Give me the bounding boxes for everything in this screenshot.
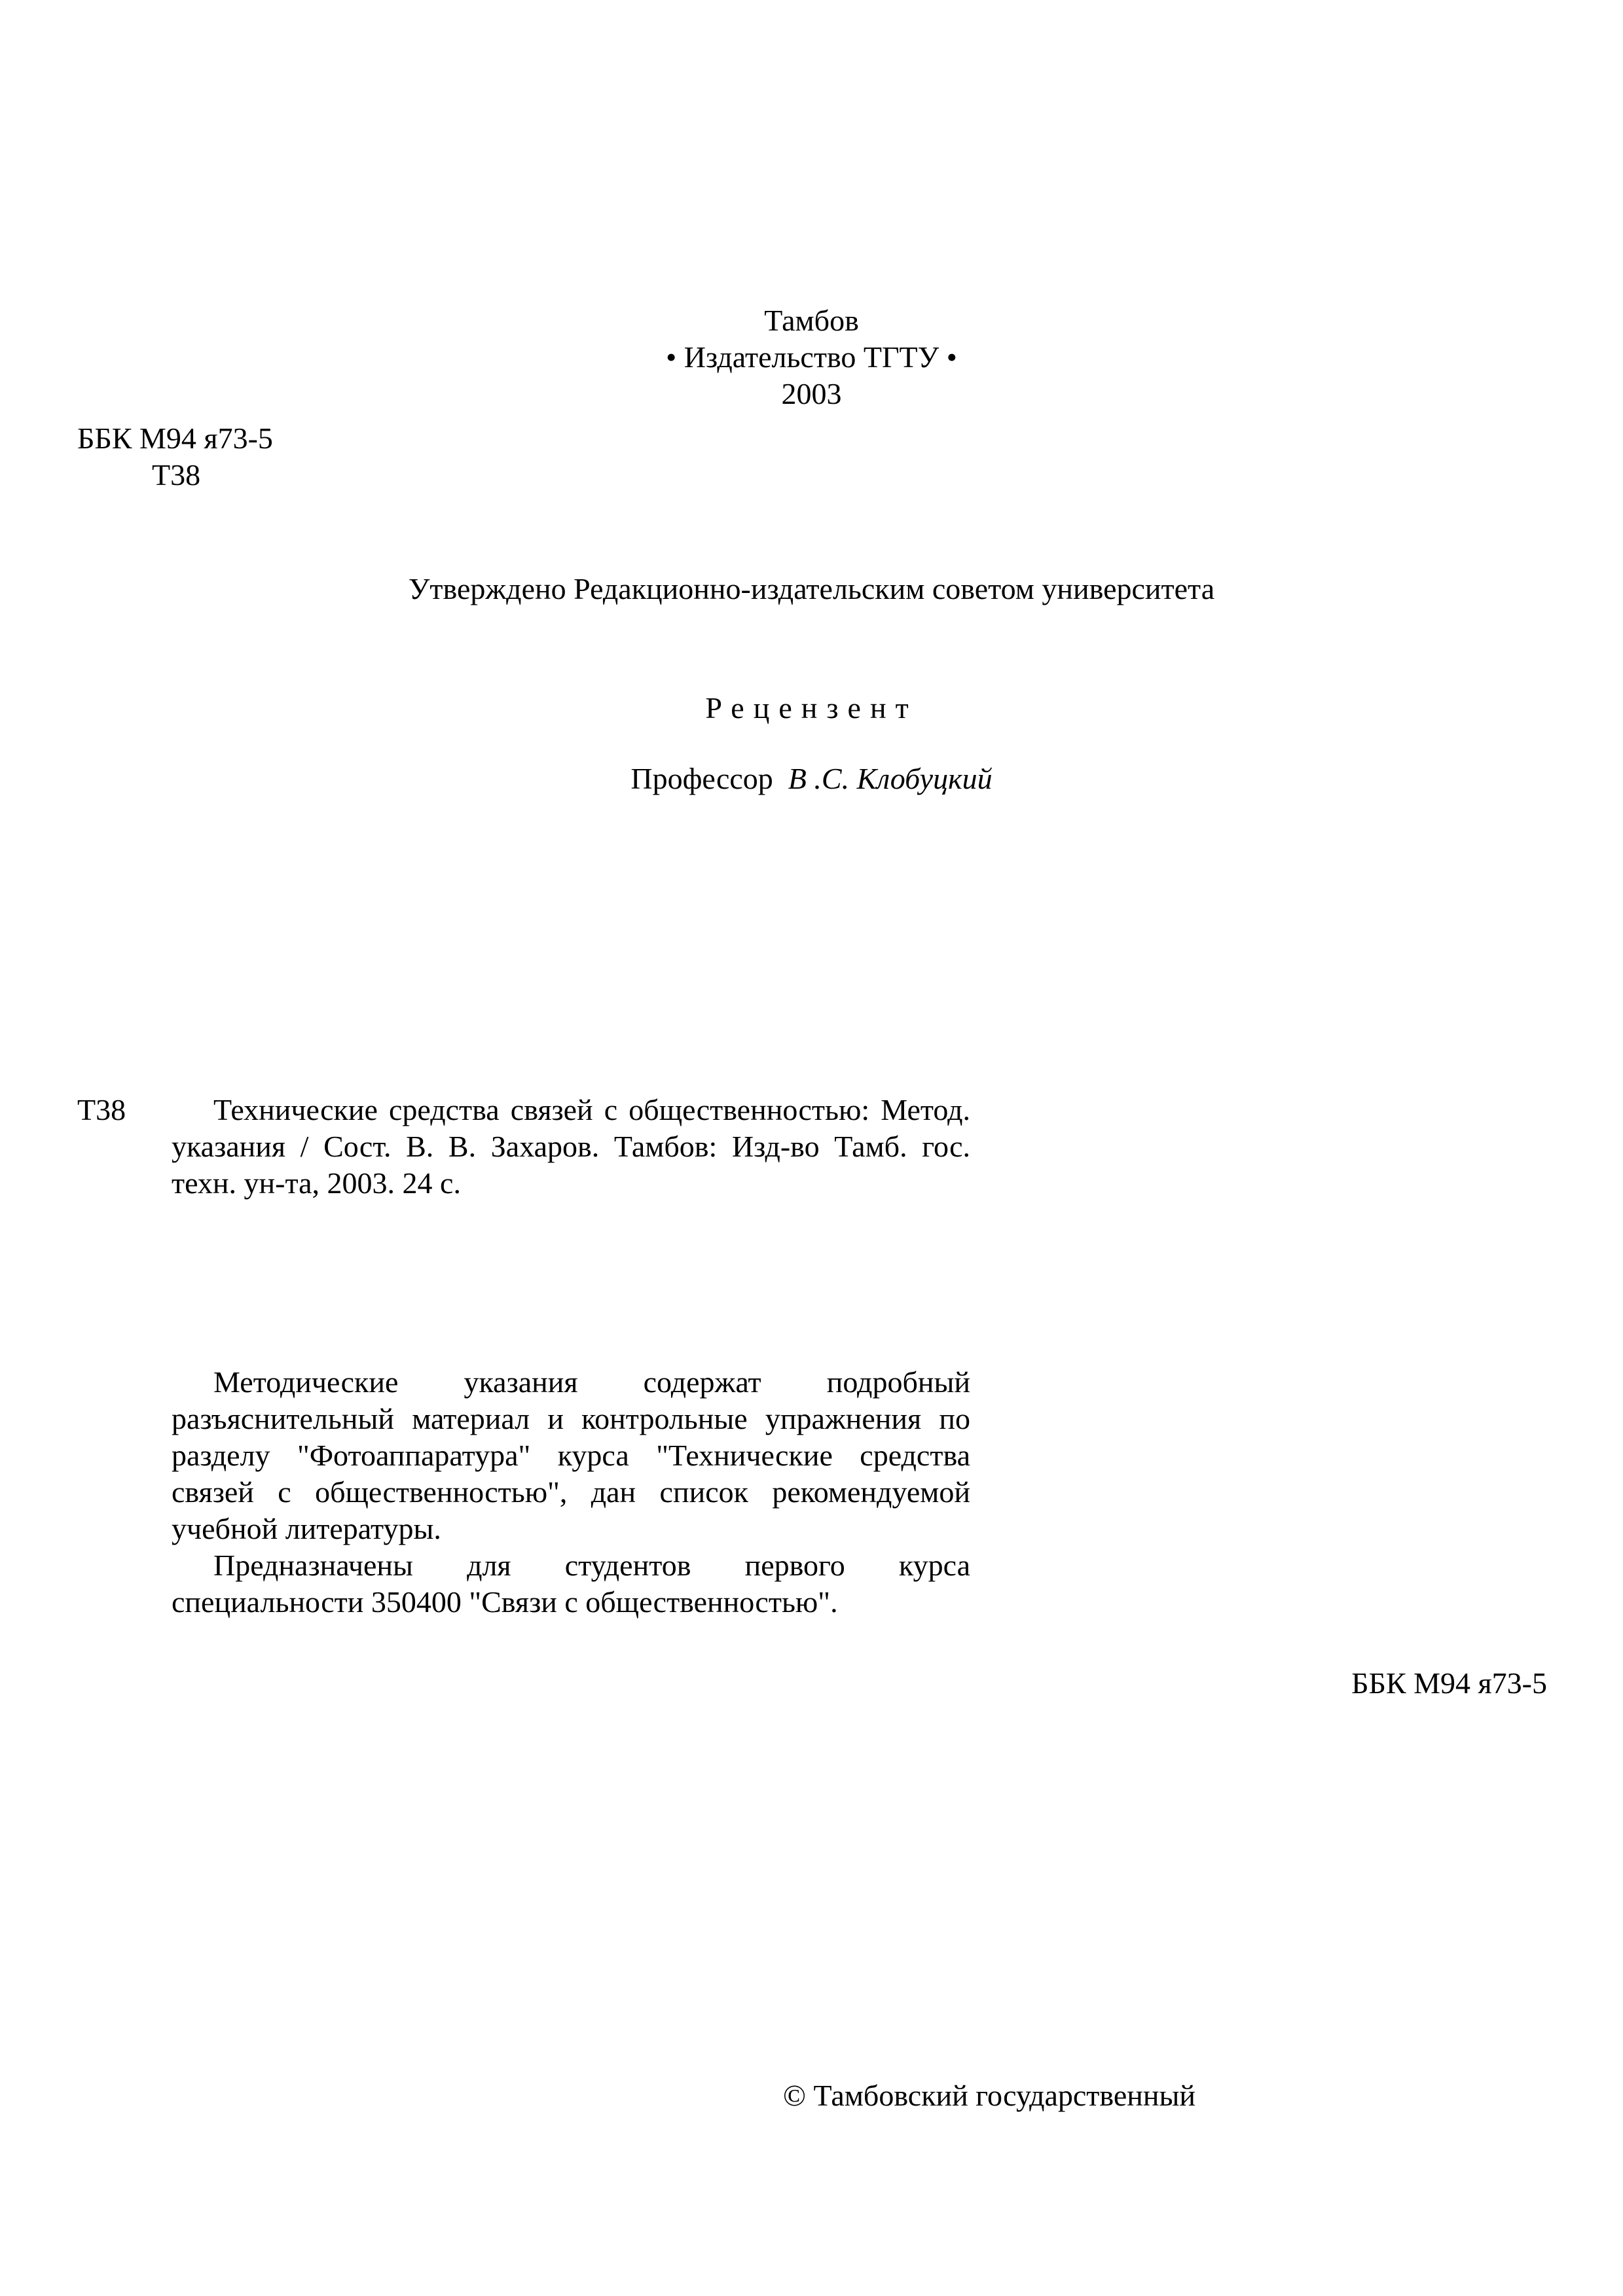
approval-statement: Утверждено Редакционно-издательским советом университета [408, 572, 1215, 605]
annotation-paragraph-1: Методические указания содержат подробный разъяснительный материал и контрольные упражнения по разделу "Фотоаппаратура" курса "Технические средства связей с общественностью", дан список рекомендуемой учебной литературы. [172, 1365, 970, 1545]
annotation-paragraph-2: Предназначены для студентов первого курса специальности 350400 "Связи с общественностью". [172, 1549, 970, 1619]
imprint-publisher: • Издательство ТГТУ • [666, 340, 957, 374]
reviewer-heading: Рецензент [705, 691, 918, 725]
imprint-city: Тамбов [764, 304, 859, 337]
copyright-notice: © Тамбовский государственный [783, 2079, 1196, 2112]
bbk-code-top: ББК М94 я73-5 [77, 422, 273, 455]
bbk-code-bottom: ББК М94 я73-5 [1351, 1666, 1547, 1700]
imprint-year: 2003 [781, 377, 842, 410]
reviewer-line [0, 761, 1623, 797]
reviewer-title: Профессор [630, 762, 773, 795]
catalog-code: Т38 [77, 1093, 126, 1126]
reviewer-name: В .С. Клобуцкий [788, 762, 993, 795]
author-mark-top: Т38 [152, 458, 201, 492]
bibliographic-entry: Технические средства связей с общественностью: Метод. указания / Сост. В. В. Захаров. Тамбов: Изд-во Тамб. гос. техн. ун-та, 2003. 24 с. [172, 1093, 970, 1200]
